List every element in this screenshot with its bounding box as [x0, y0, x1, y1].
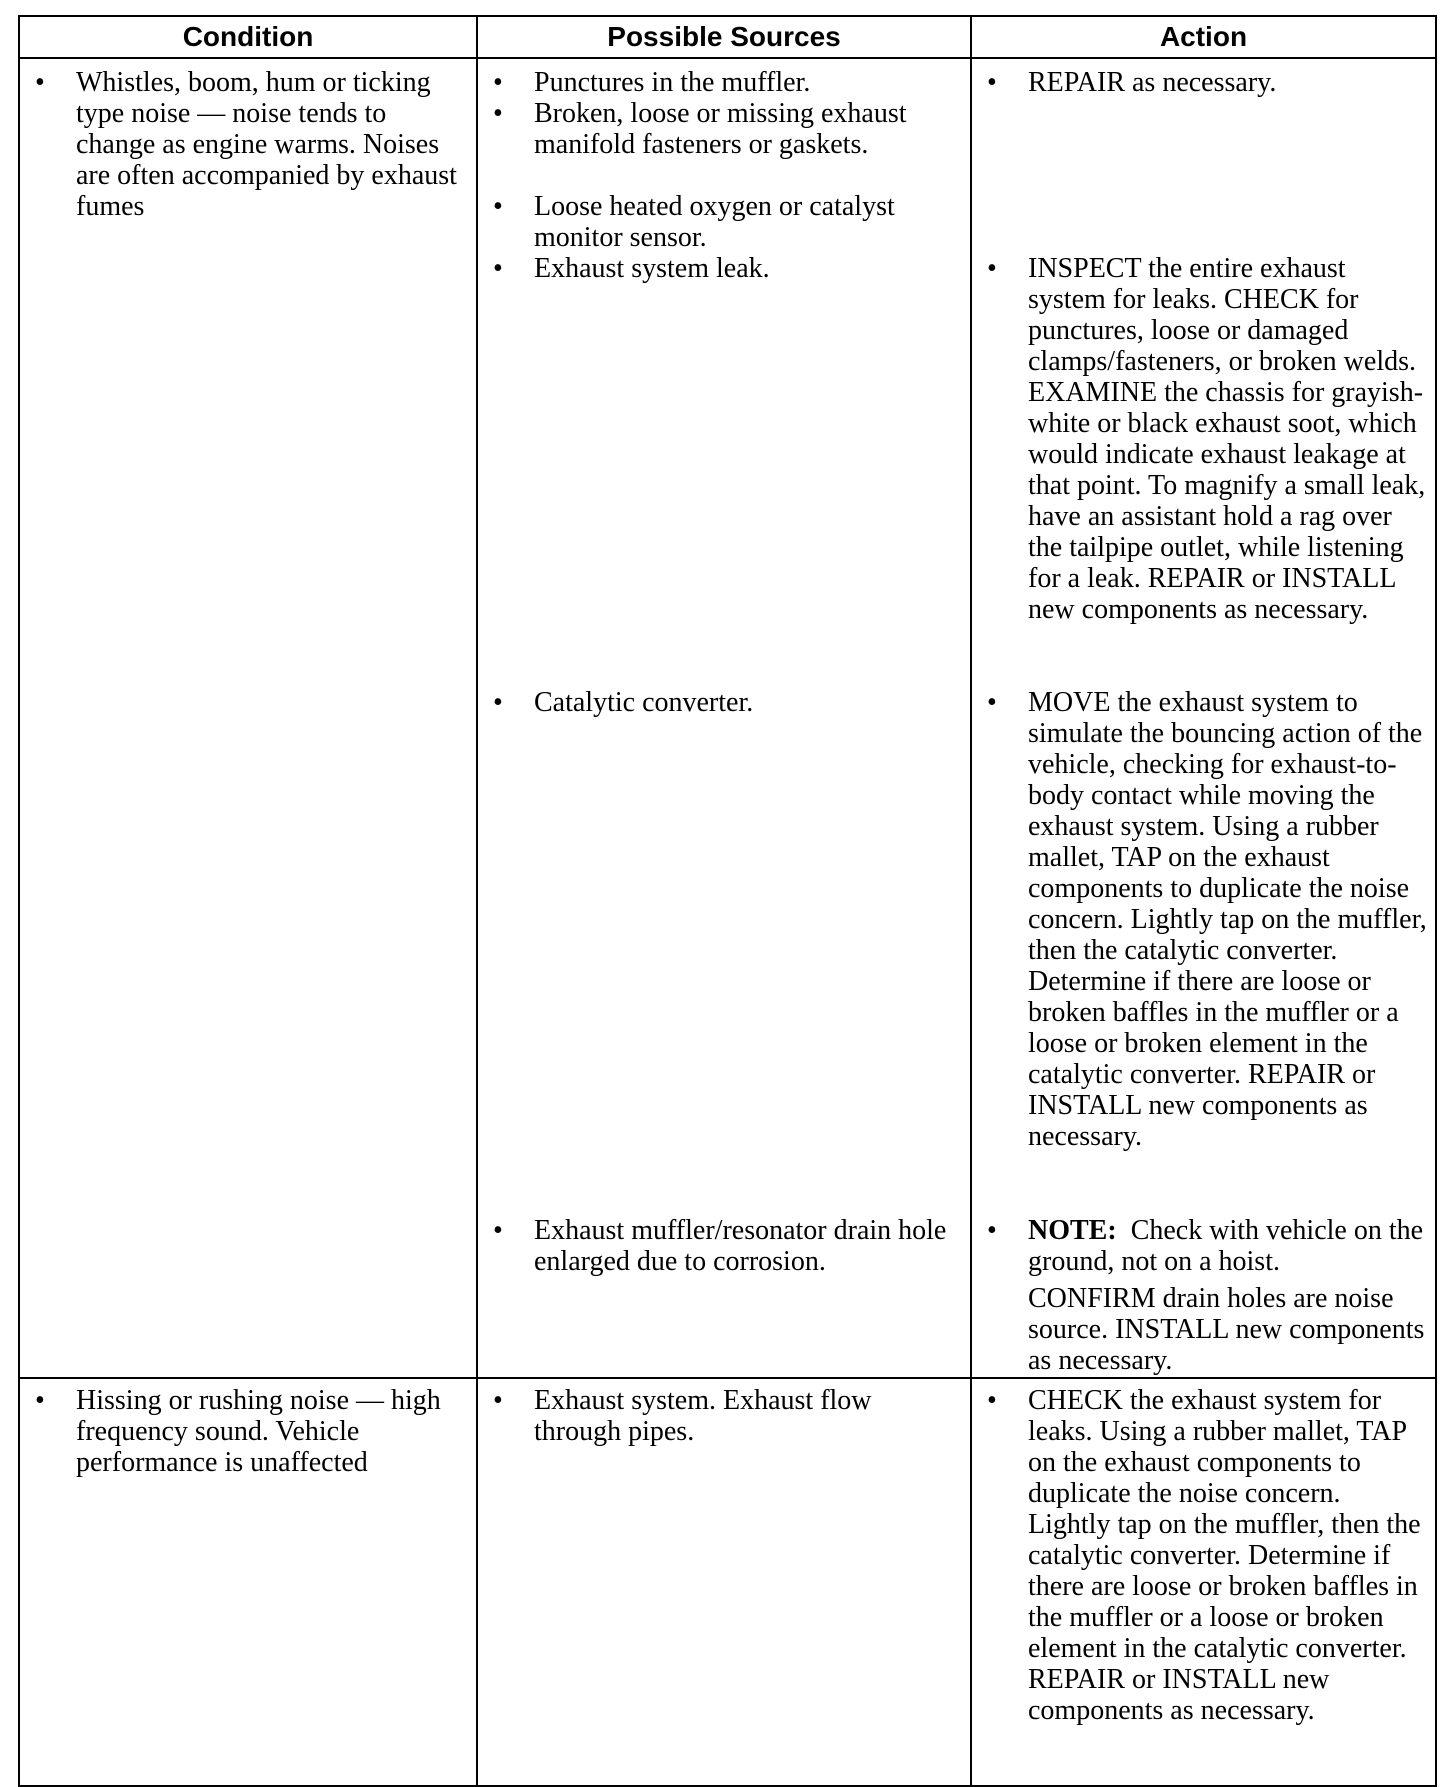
sources-cell: [477, 58, 971, 1378]
note-label: NOTE:: [1028, 1215, 1117, 1246]
source-item: • Catalytic converter.: [488, 687, 962, 718]
diagnosis-table: [18, 15, 1437, 1787]
sources-cell: [477, 1378, 971, 1786]
source-item: • Punctures in the muffler.: [488, 67, 962, 98]
source-item: • Loose heated oxygen or catalyst monitor sensor.: [488, 191, 962, 253]
header-row: [19, 16, 1436, 58]
source-item: • Exhaust system leak.: [488, 253, 962, 284]
action-item: • INSPECT the entire exhaust system for leaks. CHECK for punctures, loose or damaged clamps/fasteners, or broken welds. EXAMINE the chassis for grayish-white or black exhaust soot, which would indicate exhaust leakage at that point. To magnify a small leak, have an assistant hold a rag over the tailpipe outlet, while listening for a leak. REPAIR or INSTALL new components as necessary.: [982, 253, 1427, 625]
condition-cell: [19, 58, 477, 1378]
condition-text: • Whistles, boom, hum or ticking type noise — noise tends to change as engine warms. Noises are often accompanied by exhaust fumes: [30, 67, 468, 222]
action-cell: [971, 1378, 1436, 1786]
action-item: • MOVE the exhaust system to simulate the bouncing action of the vehicle, checking for exhaust-to-body contact while moving the exhaust system. Using a rubber mallet, TAP on the exhaust components to duplicate the noise concern. Lightly tap on the muffler, then the catalytic converter. Determine if there are loose or broken baffles in the muffler or a loose or broken element in the catalytic converter. REPAIR or INSTALL new components as necessary.: [982, 687, 1427, 1152]
header-action: Action: [971, 16, 1436, 58]
action-item: • CHECK the exhaust system for leaks. Using a rubber mallet, TAP on the exhaust components to duplicate the noise concern. Lightly tap on the muffler, then the catalytic converter. Determine if there are loose or broken baffles in the muffler or a loose or broken element in the catalytic converter. REPAIR or INSTALL new components as necessary.: [982, 1385, 1425, 1726]
action-item: • REPAIR as necessary.: [982, 67, 1427, 98]
header-condition: Condition: [19, 16, 477, 58]
condition-text: • Hissing or rushing noise — high frequency sound. Vehicle performance is unaffected: [30, 1385, 466, 1478]
table-row: [19, 1378, 1436, 1786]
header-sources: Possible Sources: [477, 16, 971, 58]
source-item: • Exhaust muffler/resonator drain hole enlarged due to corrosion.: [488, 1215, 962, 1277]
source-item: • Exhaust system. Exhaust flow through pipes.: [488, 1385, 960, 1447]
source-item: • Broken, loose or missing exhaust manifold fasteners or gaskets.: [488, 98, 962, 160]
note-text: Check with vehicle on the ground, not on a hoist.: [1028, 1215, 1424, 1277]
note-followup: CONFIRM drain holes are noise source. INSTALL new components as necessary.: [1028, 1283, 1425, 1376]
action-cell: [971, 58, 1436, 1378]
table-row: [19, 58, 1436, 1378]
condition-cell: [19, 1378, 477, 1786]
action-note: [982, 1215, 1427, 1277]
